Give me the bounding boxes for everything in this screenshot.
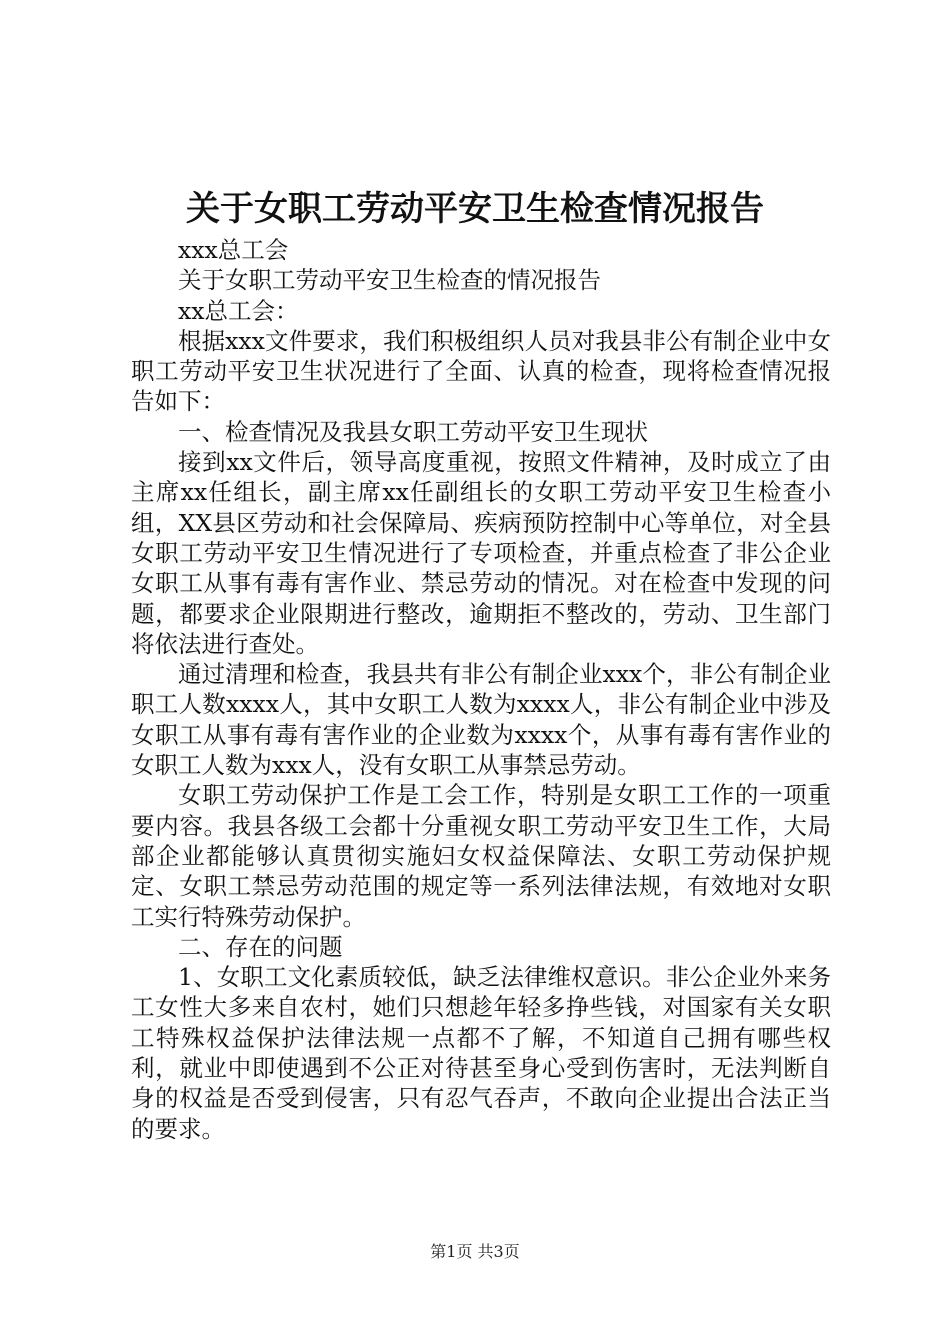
section-heading-1: 一、检查情况及我县女职工劳动平安卫生现状 — [178, 417, 648, 446]
paragraph-body: 通过清理和检查，我县共有非公有制企业xxx个，非公有制企业职工人数xxxx人，其中女职工人数为xxxx人，非公有制企业中涉及女职工从事有毒有害作业的企业数为xxxx个，从事有毒有害作业的女职工人数为xxx人，没有女职工从事禁忌劳动。 — [131, 660, 831, 780]
paragraph-body: 女职工劳动保护工作是工会工作，特别是女职工工作的一项重要内容。我县各级工会都十分重视女职工劳动平安卫生工作，大局部企业都能够认真贯彻实施妇女权益保障法、女职工劳动保护规定、女职工禁忌劳动范围的规定等一系列法律法规，有效地对女职工实行特殊劳动保护。 — [131, 781, 831, 931]
document-body — [131, 235, 831, 1144]
paragraph-body: 1、女职工文化素质较低，缺乏法律维权意识。非公企业外来务工女性大多来自农村，她们只想趁年轻多挣些钱，对国家有关女职工特殊权益保护法律法规一点都不了解，不知道自己拥有哪些权利，就业中即使遇到不公正对待甚至身心受到伤害时，无法判断自身的权益是否受到侵害，只有忍气吞声，不敢向企业提出合法正当的要求。 — [131, 963, 831, 1143]
paragraph-sender: xxx总工会 — [178, 236, 289, 264]
paragraph-salutation: xx总工会： — [178, 296, 299, 325]
paragraph-intro: 根据xxx文件要求，我们积极组织人员对我县非公有制企业中女职工劳动平安卫生状况进行了全面、认真的检查，现将检查情况报告如下： — [131, 326, 831, 416]
paragraph-subtitle: 关于女职工劳动平安卫生检查的情况报告 — [178, 266, 601, 295]
section-heading-2: 二、存在的问题 — [178, 932, 343, 961]
document-title: 关于女职工劳动平安卫生检查情况报告 — [186, 189, 764, 229]
page-number-footer: 第1页 共3页 — [430, 1242, 520, 1261]
paragraph-body: 接到xx文件后，领导高度重视，按照文件精神，及时成立了由主席xx任组长，副主席xx任副组长的女职工劳动平安卫生检查小组，XX县区劳动和社会保障局、疾病预防控制中心等单位，对全县女职工劳动平安卫生情况进行了专项检查，并重点检查了非公企业女职工从事有毒有害作业、禁忌劳动的情况。对在检查中发现的问题，都要求企业限期进行整改，逾期拒不整改的，劳动、卫生部门将依法进行查处。 — [131, 448, 831, 658]
